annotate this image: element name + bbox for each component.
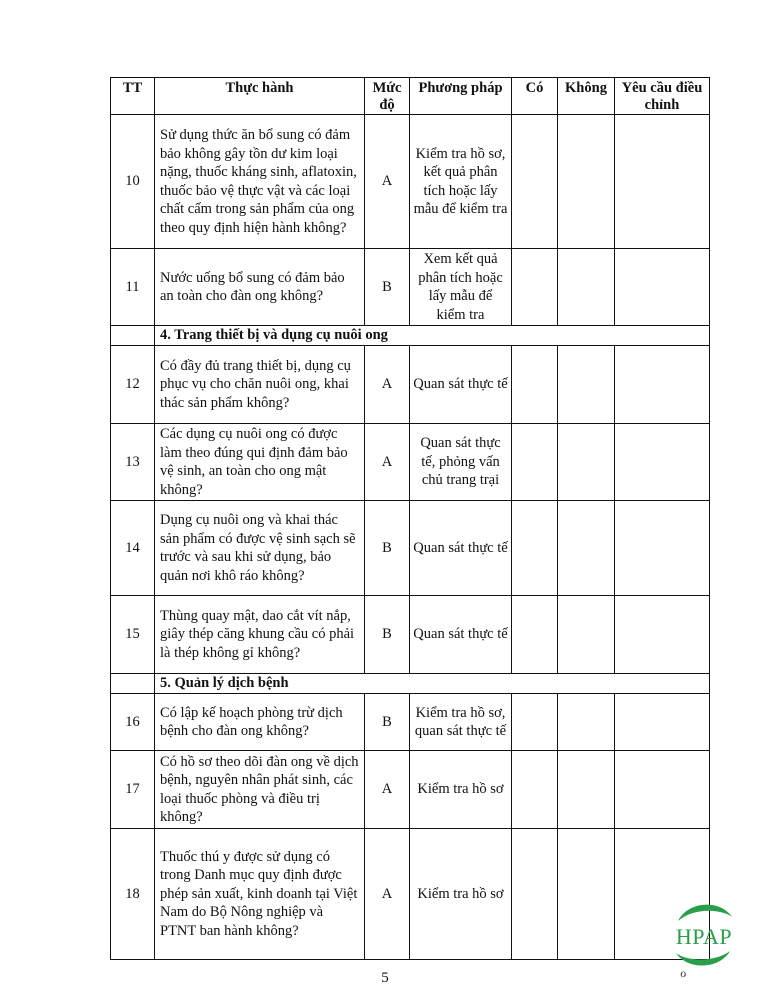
table-row [111, 829, 710, 960]
corner-mark: ℴ [680, 966, 687, 981]
row-practice: Thùng quay mật, dao cắt vít nắp, giây thép căng khung cầu có phải là thép không gỉ không? [155, 596, 365, 674]
header-method: Phương pháp [410, 78, 512, 115]
row-method: Quan sát thực tế, phỏng vấn chủ trang trại [410, 424, 512, 501]
row-yes-cell[interactable] [512, 346, 558, 424]
row-adjust-cell[interactable] [615, 501, 710, 596]
row-tt: 12 [111, 346, 155, 424]
row-method: Quan sát thực tế [410, 346, 512, 424]
row-adjust-cell[interactable] [615, 249, 710, 326]
row-adjust-cell[interactable] [615, 596, 710, 674]
row-tt: 17 [111, 751, 155, 829]
row-method: Kiểm tra hồ sơ, quan sát thực tế [410, 694, 512, 751]
row-yes-cell[interactable] [512, 249, 558, 326]
row-yes-cell[interactable] [512, 115, 558, 249]
table-row [111, 501, 710, 596]
row-no-cell[interactable] [558, 346, 615, 424]
row-level: B [365, 694, 410, 751]
logo-leaf-top-icon [678, 905, 732, 921]
row-no-cell[interactable] [558, 249, 615, 326]
header-adjust: Yêu cầu điều chỉnh [615, 78, 710, 115]
row-yes-cell[interactable] [512, 829, 558, 960]
table-row [111, 115, 710, 249]
row-method: Quan sát thực tế [410, 501, 512, 596]
row-level: A [365, 346, 410, 424]
header-practice: Thực hành [155, 78, 365, 115]
row-method: Xem kết quả phân tích hoặc lấy mẫu để kiểm tra [410, 249, 512, 326]
row-practice: Có lập kế hoạch phòng trừ dịch bệnh cho đàn ong không? [155, 694, 365, 751]
row-adjust-cell[interactable] [615, 346, 710, 424]
row-practice: Nước uống bổ sung có đảm bảo an toàn cho đàn ong không? [155, 249, 365, 326]
row-no-cell[interactable] [558, 751, 615, 829]
section-tt-cell [111, 674, 155, 694]
row-practice: Thuốc thú y được sử dụng có trong Danh mục quy định được phép sản xuất, kinh doanh tại Việt Nam do Bộ Nông nghiệp và PTNT ban hành không? [155, 829, 365, 960]
row-level: A [365, 115, 410, 249]
row-adjust-cell[interactable] [615, 751, 710, 829]
logo-leaf-bottom-icon [676, 951, 730, 966]
table-row [111, 596, 710, 674]
row-no-cell[interactable] [558, 596, 615, 674]
row-level: B [365, 596, 410, 674]
header-no: Không [558, 78, 615, 115]
header-tt: TT [111, 78, 155, 115]
row-level: B [365, 249, 410, 326]
row-tt: 11 [111, 249, 155, 326]
row-yes-cell[interactable] [512, 751, 558, 829]
row-no-cell[interactable] [558, 694, 615, 751]
row-no-cell[interactable] [558, 115, 615, 249]
table-row [111, 751, 710, 829]
section-title: 4. Trang thiết bị và dụng cụ nuôi ong [155, 326, 710, 346]
row-yes-cell[interactable] [512, 694, 558, 751]
row-practice: Các dụng cụ nuôi ong có được làm theo đúng qui định đảm bảo vệ sinh, an toàn cho ong mật không? [155, 424, 365, 501]
row-tt: 16 [111, 694, 155, 751]
row-adjust-cell[interactable] [615, 694, 710, 751]
header-yes: Có [512, 78, 558, 115]
row-tt: 14 [111, 501, 155, 596]
row-adjust-cell[interactable] [615, 115, 710, 249]
row-method: Kiểm tra hồ sơ [410, 751, 512, 829]
row-yes-cell[interactable] [512, 501, 558, 596]
row-tt: 15 [111, 596, 155, 674]
row-no-cell[interactable] [558, 501, 615, 596]
row-practice: Có hồ sơ theo dõi đàn ong về dịch bệnh, nguyên nhân phát sinh, các loại thuốc phòng và điều trị không? [155, 751, 365, 829]
table-row [111, 694, 710, 751]
row-tt: 10 [111, 115, 155, 249]
row-method: Kiểm tra hồ sơ, kết quả phân tích hoặc lấy mẫu để kiểm tra [410, 115, 512, 249]
table-row [111, 424, 710, 501]
row-tt: 18 [111, 829, 155, 960]
row-practice: Sử dụng thức ăn bổ sung có đảm bảo không gây tồn dư kim loại nặng, thuốc kháng sinh, aflatoxin, thuốc bảo vệ thực vật và các loại chất cấm trong sản phẩm của ong theo quy định hiện hành không? [155, 115, 365, 249]
row-yes-cell[interactable] [512, 596, 558, 674]
row-level: A [365, 424, 410, 501]
row-method: Kiểm tra hồ sơ [410, 829, 512, 960]
table-row [111, 346, 710, 424]
header-row [111, 78, 710, 115]
logo-text: HPAP [675, 924, 733, 949]
row-tt: 13 [111, 424, 155, 501]
row-adjust-cell[interactable] [615, 424, 710, 501]
header-level: Mức độ [365, 78, 410, 115]
row-yes-cell[interactable] [512, 424, 558, 501]
row-level: B [365, 501, 410, 596]
page-number: 5 [381, 970, 389, 986]
row-no-cell[interactable] [558, 829, 615, 960]
section-row [111, 674, 710, 694]
section-row [111, 326, 710, 346]
row-level: A [365, 751, 410, 829]
checklist-table [110, 77, 710, 960]
section-tt-cell [111, 326, 155, 346]
row-practice: Dụng cụ nuôi ong và khai thác sản phẩm có được vệ sinh sạch sẽ trước và sau khi sử dụng, bảo quản nơi khô ráo không? [155, 501, 365, 596]
row-no-cell[interactable] [558, 424, 615, 501]
row-level: A [365, 829, 410, 960]
table-row [111, 249, 710, 326]
section-title: 5. Quản lý dịch bệnh [155, 674, 710, 694]
row-method: Quan sát thực tế [410, 596, 512, 674]
row-practice: Có đầy đủ trang thiết bị, dụng cụ phục vụ cho chăn nuôi ong, khai thác sản phẩm không? [155, 346, 365, 424]
